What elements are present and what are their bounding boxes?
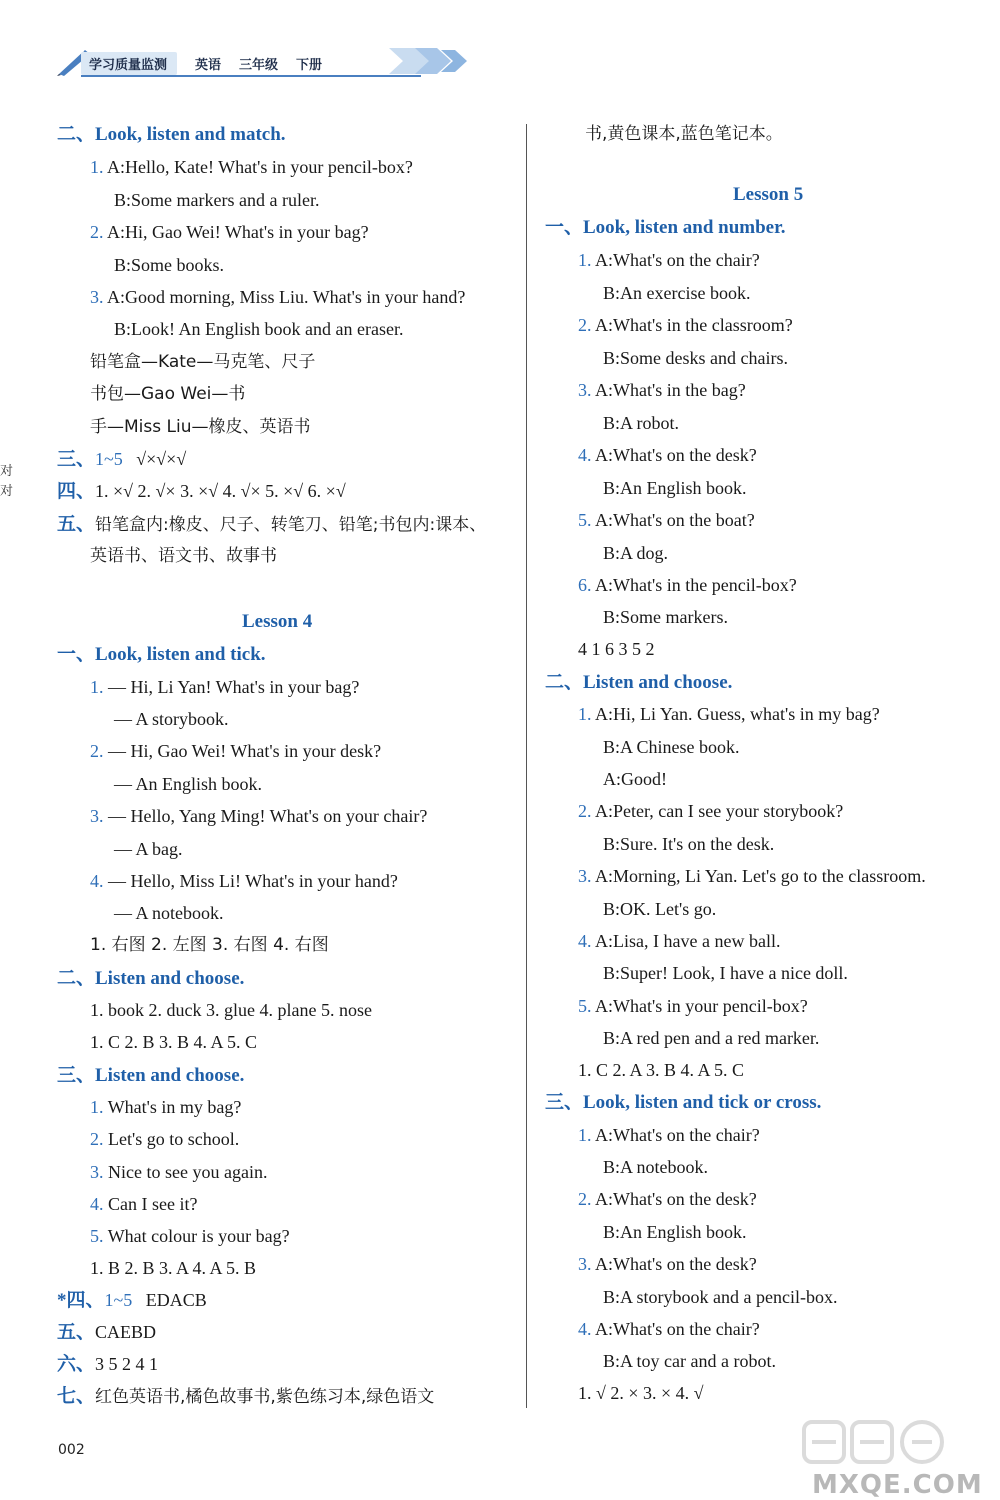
answer-line: 2. A:What's on the desk? [578, 1189, 757, 1209]
answer-line: 2. — Hi, Gao Wei! What's in your desk? [90, 741, 382, 761]
answer-line: B:A Chinese book. [603, 737, 740, 757]
lesson-heading: Lesson 5 [733, 184, 804, 205]
answer-line: B:Super! Look, I have a nice doll. [603, 963, 848, 983]
section-heading: 二、Listen and choose. [545, 672, 733, 693]
answer-line: B:OK. Let's go. [603, 899, 717, 919]
answer-line: 5. A:What's in your pencil-box? [578, 996, 808, 1016]
answer-line: 2. Let's go to school. [90, 1129, 240, 1149]
answer-line: 4 1 6 3 5 2 [578, 639, 655, 659]
section-heading: 一、Look, listen and tick. [57, 644, 266, 665]
answer-line: *四、1~5 EDACB [57, 1290, 207, 1311]
answer-line: B:A toy car and a robot. [603, 1351, 776, 1371]
answer-line: 三、1~5 √×√×√ [57, 449, 187, 470]
answer-line: 4. A:Lisa, I have a new ball. [578, 931, 781, 951]
answer-line: 书,黄色课本,蓝色笔记本。 [585, 124, 783, 144]
answer-line: B:A dog. [603, 543, 669, 563]
answer-line: 1. C 2. B 3. B 4. A 5. C [90, 1032, 258, 1052]
answer-line: 1. A:Hello, Kate! What's in your pencil-box? [90, 157, 413, 177]
section-heading: 三、Look, listen and tick or cross. [545, 1092, 822, 1113]
answer-line: 3. A:What's on the desk? [578, 1254, 757, 1274]
answer-line: 1. — Hi, Li Yan! What's in your bag? [90, 677, 360, 697]
section-heading: 三、Listen and choose. [57, 1065, 245, 1086]
grade-label: 三年级 [239, 57, 279, 73]
answer-line: 6. A:What's in the pencil-box? [578, 575, 797, 595]
answer-line: B:A notebook. [603, 1157, 709, 1177]
answer-line: B:Some desks and chairs. [603, 348, 788, 368]
chevron-right-icon [385, 44, 485, 78]
answer-line: 六、3 5 2 4 1 [57, 1354, 159, 1375]
answer-line: 4. A:What's on the chair? [578, 1319, 760, 1339]
answer-line: 1. What's in my bag? [90, 1097, 242, 1117]
answer-line: B:Look! An English book and an eraser. [114, 319, 404, 339]
answer-line: — A bag. [114, 839, 183, 859]
answer-line: B:A robot. [603, 413, 680, 433]
answer-line: 五、CAEBD [57, 1322, 157, 1343]
answer-line: 3. A:Morning, Li Yan. Let's go to the classroom. [578, 866, 926, 886]
answer-line: B:Some markers and a ruler. [114, 190, 320, 210]
answer-line: — A notebook. [114, 903, 224, 923]
answer-line: 4. Can I see it? [90, 1194, 198, 1214]
answer-line: 铅笔盒—Kate—马克笔、尺子 [90, 352, 316, 372]
answer-line: B:Some books. [114, 255, 225, 275]
answer-line: 2. A:Hi, Gao Wei! What's in your bag? [90, 222, 369, 242]
answer-line: 1. √ 2. × 3. × 4. √ [578, 1383, 704, 1403]
answer-line: B:An English book. [603, 478, 747, 498]
answer-line: B:An English book. [603, 1222, 747, 1242]
answer-line: 书包—Gao Wei—书 [90, 384, 246, 404]
column-divider [526, 124, 527, 1408]
subject-label: 英语 [195, 57, 222, 73]
section-heading: 二、Listen and choose. [57, 968, 245, 989]
section-heading: 二、Look, listen and match. [57, 124, 286, 145]
answer-line: 1. A:What's on the chair? [578, 1125, 760, 1145]
answer-line: 3. A:Good morning, Miss Liu. What's in your hand? [90, 287, 466, 307]
answer-line: 1. 右图 2. 左图 3. 右图 4. 右图 [90, 935, 329, 955]
answer-line: 四、1. ×√ 2. √× 3. ×√ 4. √× 5. ×√ 6. ×√ [57, 481, 346, 502]
answer-line: B:Sure. It's on the desk. [603, 834, 775, 854]
answer-line: 七、红色英语书,橘色故事书,紫色练习本,绿色语文 [57, 1385, 435, 1407]
page-number: 002 [58, 1442, 85, 1458]
answer-line: B:Some markers. [603, 607, 728, 627]
volume-label: 下册 [296, 57, 323, 73]
answer-line: 2. A:Peter, can I see your storybook? [578, 801, 844, 821]
answer-line: B:A red pen and a red marker. [603, 1028, 820, 1048]
answer-line: 2. A:What's in the classroom? [578, 315, 793, 335]
watermark-text: MXQE.COM [812, 1470, 983, 1500]
answer-line: 1. A:Hi, Li Yan. Guess, what's in my bag? [578, 704, 880, 724]
answer-line: — A storybook. [114, 709, 229, 729]
answer-line: 4. — Hello, Miss Li! What's in your hand? [90, 871, 398, 891]
answer-line: 1. C 2. A 3. B 4. A 5. C [578, 1060, 745, 1080]
answer-line: A:Good! [603, 769, 667, 789]
answer-line: 五、铅笔盒内:橡皮、尺子、转笔刀、铅笔;书包内:课本、 [57, 513, 487, 535]
answer-line: 1. book 2. duck 3. glue 4. plane 5. nose [90, 1000, 372, 1020]
header-rule [81, 75, 421, 77]
answer-line: 3. A:What's in the bag? [578, 380, 746, 400]
lesson-heading: Lesson 4 [242, 611, 313, 632]
answer-line: B:An exercise book. [603, 283, 751, 303]
answer-line: B:A storybook and a pencil-box. [603, 1287, 838, 1307]
answer-line: 手—Miss Liu—橡皮、英语书 [90, 417, 311, 437]
header-band [81, 52, 340, 74]
answer-line: 3. — Hello, Yang Ming! What's on your chair? [90, 806, 428, 826]
book-title: 学习质量监测 [81, 52, 177, 75]
answer-line: 3. Nice to see you again. [90, 1162, 268, 1182]
answer-line: 4. A:What's on the desk? [578, 445, 757, 465]
margin-note: 对对 [0, 464, 14, 499]
answer-line: — An English book. [114, 774, 263, 794]
answer-line: 1. A:What's on the chair? [578, 250, 760, 270]
answer-line: 5. A:What's on the boat? [578, 510, 755, 530]
answer-line: 1. B 2. B 3. A 4. A 5. B [90, 1258, 257, 1278]
answer-line: 英语书、语文书、故事书 [90, 546, 277, 566]
section-heading: 一、Look, listen and number. [545, 217, 786, 238]
answer-line: 5. What colour is your bag? [90, 1226, 290, 1246]
page-header [55, 44, 475, 80]
